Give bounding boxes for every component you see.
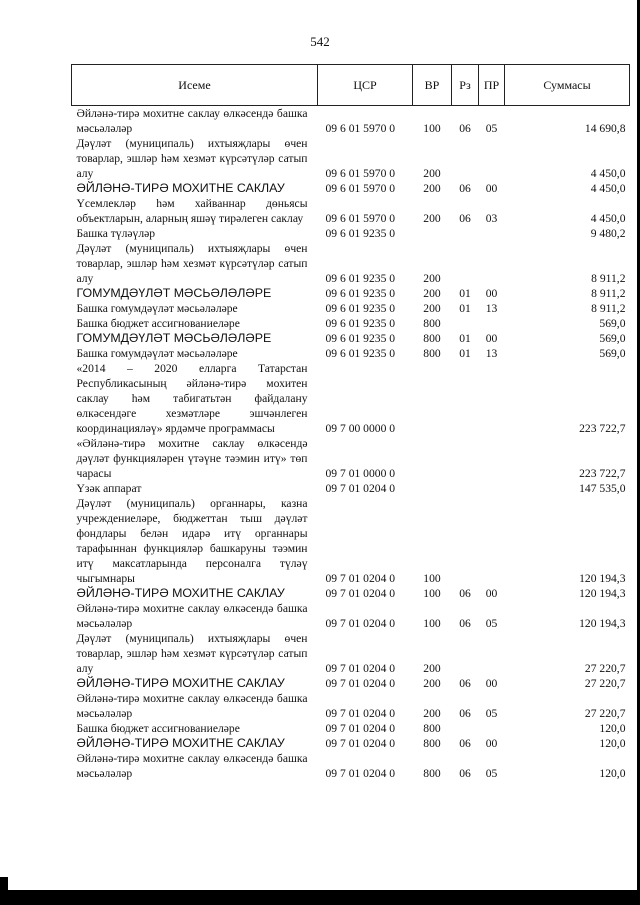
cell-pr	[479, 361, 505, 436]
cell-csr: 09 7 01 0204 0	[325, 662, 396, 675]
header-rz: Рз	[452, 65, 479, 106]
cell-rz: 01	[459, 347, 471, 360]
cell-vr: 800	[423, 347, 441, 360]
header-sum: Суммасы	[505, 65, 630, 106]
cell-pr: 05	[485, 122, 498, 135]
cell-name: Дәүләт (муниципаль) органнары, казна учреждениеләре, бюджеттан тыш дәүләт фондлары белән идарә итү органнары тарафыннан функцияләр башкаруны тәэмин итү максатларында персоналга түләү чыгымнары	[76, 497, 308, 585]
cell-csr: 09 7 01 0204 0	[325, 587, 396, 600]
cell-pr: 13	[485, 302, 498, 315]
cell-vr	[413, 481, 452, 496]
cell-csr: 09 7 01 0204 0	[325, 572, 396, 585]
cell-csr: 09 7 00 0000 0	[325, 422, 396, 435]
cell-csr: 09 7 01 0204 0	[325, 767, 396, 780]
cell-vr: 100	[423, 572, 441, 585]
cell-rz: 06	[459, 617, 471, 630]
cell-pr	[479, 136, 505, 181]
cell-sum: 120 194,3	[579, 617, 626, 630]
cell-sum: 8 911,2	[591, 287, 626, 300]
cell-csr: 09 6 01 5970 0	[325, 182, 396, 195]
cell-pr	[479, 226, 505, 241]
cell-rz	[452, 226, 479, 241]
cell-rz: 06	[459, 587, 471, 600]
cell-sum: 4 450,0	[590, 182, 626, 195]
cell-name: Әйләнә-тирә мохитне саклау өлкәсендә башка мәсьәләләр	[76, 602, 308, 630]
cell-pr: 00	[485, 737, 498, 750]
cell-name: Үзәк аппарат	[76, 482, 142, 495]
cell-csr: 09 6 01 9235 0	[325, 227, 396, 240]
cell-sum: 569,0	[599, 347, 626, 360]
cell-pr	[479, 241, 505, 286]
cell-csr: 09 7 01 0204 0	[325, 482, 396, 495]
cell-pr	[479, 496, 505, 586]
table-row	[72, 436, 630, 481]
cell-rz	[452, 316, 479, 331]
cell-rz	[452, 361, 479, 436]
table-row	[72, 346, 630, 361]
cell-vr: 200	[423, 677, 441, 690]
cell-pr: 05	[485, 707, 498, 720]
table-row	[72, 481, 630, 496]
cell-sum: 9 480,2	[590, 227, 626, 240]
cell-pr: 13	[485, 347, 498, 360]
page-number: 542	[310, 34, 330, 49]
cell-sum: 4 450,0	[590, 212, 626, 225]
cell-pr: 00	[485, 287, 498, 300]
cell-name: «Әйләнә-тирә мохитне саклау өлкәсендә дәүләт функцияләрен үтәүне тәэмин итү» төп чарасы	[76, 437, 308, 480]
cell-name: Дәүләт (муниципаль) ихтыяҗлары өчен товарлар, эшләр һәм хезмәт күрсәтүләр сатып алу	[76, 242, 308, 285]
cell-sum: 147 535,0	[579, 482, 626, 495]
cell-sum: 27 220,7	[584, 707, 626, 720]
cell-vr: 800	[423, 737, 441, 750]
table-row	[72, 631, 630, 676]
header-vr: ВР	[413, 65, 452, 106]
cell-sum: 569,0	[599, 317, 626, 330]
cell-sum: 27 220,7	[584, 662, 626, 675]
cell-csr: 09 7 01 0000 0	[325, 467, 396, 480]
cell-rz: 01	[459, 287, 471, 300]
cell-rz: 06	[459, 212, 471, 225]
cell-sum: 223 722,7	[579, 467, 626, 480]
cell-rz	[452, 631, 479, 676]
table-body	[72, 106, 630, 782]
cell-name: ӘЙЛӘНӘ-ТИРӘ МОХИТНЕ САКЛАУ	[76, 676, 285, 690]
cell-pr	[479, 481, 505, 496]
cell-csr: 09 7 01 0204 0	[325, 677, 396, 690]
cell-vr	[413, 361, 452, 436]
cell-csr: 09 6 01 9235 0	[325, 287, 396, 300]
cell-pr	[479, 631, 505, 676]
header-name: Исеме	[72, 65, 318, 106]
cell-csr: 09 7 01 0204 0	[325, 722, 396, 735]
cell-rz: 06	[459, 182, 471, 195]
cell-rz: 06	[459, 767, 471, 780]
cell-sum: 569,0	[599, 332, 626, 345]
table-row	[72, 331, 630, 346]
cell-rz	[452, 496, 479, 586]
table-row	[72, 586, 630, 601]
table-row	[72, 601, 630, 631]
cell-vr: 100	[423, 122, 441, 135]
cell-rz	[452, 436, 479, 481]
cell-name: ГОМУМДӘҮЛӘТ МӘСЬӘЛӘЛӘРЕ	[76, 286, 272, 300]
cell-sum: 27 220,7	[584, 677, 626, 690]
cell-name: Башка бюджет ассигнованиеләре	[76, 722, 240, 735]
table-row	[72, 736, 630, 751]
table-row	[72, 241, 630, 286]
cell-pr	[479, 436, 505, 481]
table-row	[72, 721, 630, 736]
table-row	[72, 286, 630, 301]
cell-sum: 4 450,0	[590, 167, 626, 180]
cell-sum: 120,0	[599, 737, 626, 750]
cell-pr: 00	[485, 587, 498, 600]
cell-rz: 01	[459, 302, 471, 315]
cell-rz: 06	[459, 737, 471, 750]
cell-rz: 01	[459, 332, 471, 345]
scan-edge-bottom	[0, 890, 640, 905]
cell-sum: 8 911,2	[591, 302, 626, 315]
cell-pr: 05	[485, 617, 498, 630]
cell-vr: 100	[423, 587, 441, 600]
cell-csr: 09 6 01 5970 0	[325, 122, 396, 135]
cell-name: Башка бюджет ассигнованиеләре	[76, 317, 240, 330]
cell-vr: 800	[423, 332, 441, 345]
cell-vr: 200	[423, 272, 441, 285]
cell-csr: 09 6 01 9235 0	[325, 317, 396, 330]
cell-pr: 05	[485, 767, 498, 780]
cell-csr: 09 7 01 0204 0	[325, 737, 396, 750]
cell-sum: 14 690,8	[584, 122, 626, 135]
cell-rz	[452, 481, 479, 496]
cell-name: Башка гомумдәүләт мәсьәләләре	[76, 347, 238, 360]
cell-vr: 100	[423, 617, 441, 630]
table-row	[72, 361, 630, 436]
cell-csr: 09 6 01 9235 0	[325, 272, 396, 285]
table-row	[72, 316, 630, 331]
cell-name: «2014 – 2020 елларга Татарстан Республикасының әйләнә-тирә мохитен саклау һәм табигатьтән файдалану өлкәсендәге хезмәтләре эшчәнлеген координацияләү» ярдәмче программасы	[76, 362, 308, 435]
header-pr: ПР	[479, 65, 505, 106]
table-row	[72, 181, 630, 196]
table-row	[72, 106, 630, 137]
cell-sum: 120,0	[599, 722, 626, 735]
cell-name: Дәүләт (муниципаль) ихтыяҗлары өчен товарлар, эшләр һәм хезмәт күрсәтүләр сатып алу	[76, 632, 308, 675]
cell-rz: 06	[459, 122, 471, 135]
table-row	[72, 691, 630, 721]
cell-csr: 09 6 01 5970 0	[325, 167, 396, 180]
cell-vr: 800	[423, 722, 441, 735]
table-row	[72, 136, 630, 181]
cell-csr: 09 6 01 9235 0	[325, 332, 396, 345]
cell-name: Әйләнә-тирә мохитне саклау өлкәсендә башка мәсьәләләр	[76, 692, 308, 720]
cell-pr	[479, 721, 505, 736]
cell-pr: 00	[485, 182, 498, 195]
cell-rz	[452, 721, 479, 736]
table-row	[72, 676, 630, 691]
cell-vr	[413, 226, 452, 241]
cell-name: ГОМУМДӘҮЛӘТ МӘСЬӘЛӘЛӘРЕ	[76, 331, 272, 345]
table-row	[72, 496, 630, 586]
cell-name: Дәүләт (муниципаль) ихтыяҗлары өчен товарлар, эшләр һәм хезмәт күрсәтүләр сатып алу	[76, 137, 308, 180]
budget-table	[71, 64, 630, 781]
cell-vr: 200	[423, 662, 441, 675]
cell-name: Башка түләүләр	[76, 227, 156, 240]
cell-csr: 09 6 01 9235 0	[325, 347, 396, 360]
cell-name: ӘЙЛӘНӘ-ТИРӘ МОХИТНЕ САКЛАУ	[76, 586, 285, 600]
cell-sum: 223 722,7	[579, 422, 626, 435]
table-row	[72, 751, 630, 781]
cell-csr: 09 7 01 0204 0	[325, 617, 396, 630]
cell-rz: 06	[459, 677, 471, 690]
table-row	[72, 196, 630, 226]
cell-vr: 800	[423, 767, 441, 780]
cell-sum: 120,0	[599, 767, 626, 780]
cell-pr: 00	[485, 677, 498, 690]
cell-sum: 120 194,3	[579, 587, 626, 600]
cell-csr: 09 6 01 9235 0	[325, 302, 396, 315]
cell-pr: 03	[485, 212, 498, 225]
cell-name: Әйләнә-тирә мохитне саклау өлкәсендә башка мәсьәләләр	[76, 107, 308, 135]
cell-name: Башка гомумдәүләт мәсьәләләре	[76, 302, 238, 315]
cell-vr: 200	[423, 707, 441, 720]
cell-pr	[479, 316, 505, 331]
cell-vr: 200	[423, 167, 441, 180]
cell-sum: 120 194,3	[579, 572, 626, 585]
cell-pr: 00	[485, 332, 498, 345]
cell-name: ӘЙЛӘНӘ-ТИРӘ МОХИТНЕ САКЛАУ	[76, 181, 285, 195]
cell-vr	[413, 436, 452, 481]
cell-sum: 8 911,2	[591, 272, 626, 285]
cell-name: ӘЙЛӘНӘ-ТИРӘ МОХИТНЕ САКЛАУ	[76, 736, 285, 750]
cell-rz: 06	[459, 707, 471, 720]
cell-vr: 200	[423, 182, 441, 195]
cell-name: Үсемлекләр һәм хайваннар дөньясы объектларын, аларның яшәү тирәлеген саклау	[76, 197, 308, 225]
header-csr: ЦСР	[318, 65, 413, 106]
cell-csr: 09 6 01 5970 0	[325, 212, 396, 225]
cell-csr: 09 7 01 0204 0	[325, 707, 396, 720]
table-header-row	[72, 65, 630, 106]
cell-vr: 200	[423, 212, 441, 225]
cell-rz	[452, 136, 479, 181]
cell-vr: 800	[423, 317, 441, 330]
cell-vr: 200	[423, 287, 441, 300]
cell-rz	[452, 241, 479, 286]
table-row	[72, 226, 630, 241]
cell-name: Әйләнә-тирә мохитне саклау өлкәсендә башка мәсьәләләр	[76, 752, 308, 780]
table-row	[72, 301, 630, 316]
cell-vr: 200	[423, 302, 441, 315]
